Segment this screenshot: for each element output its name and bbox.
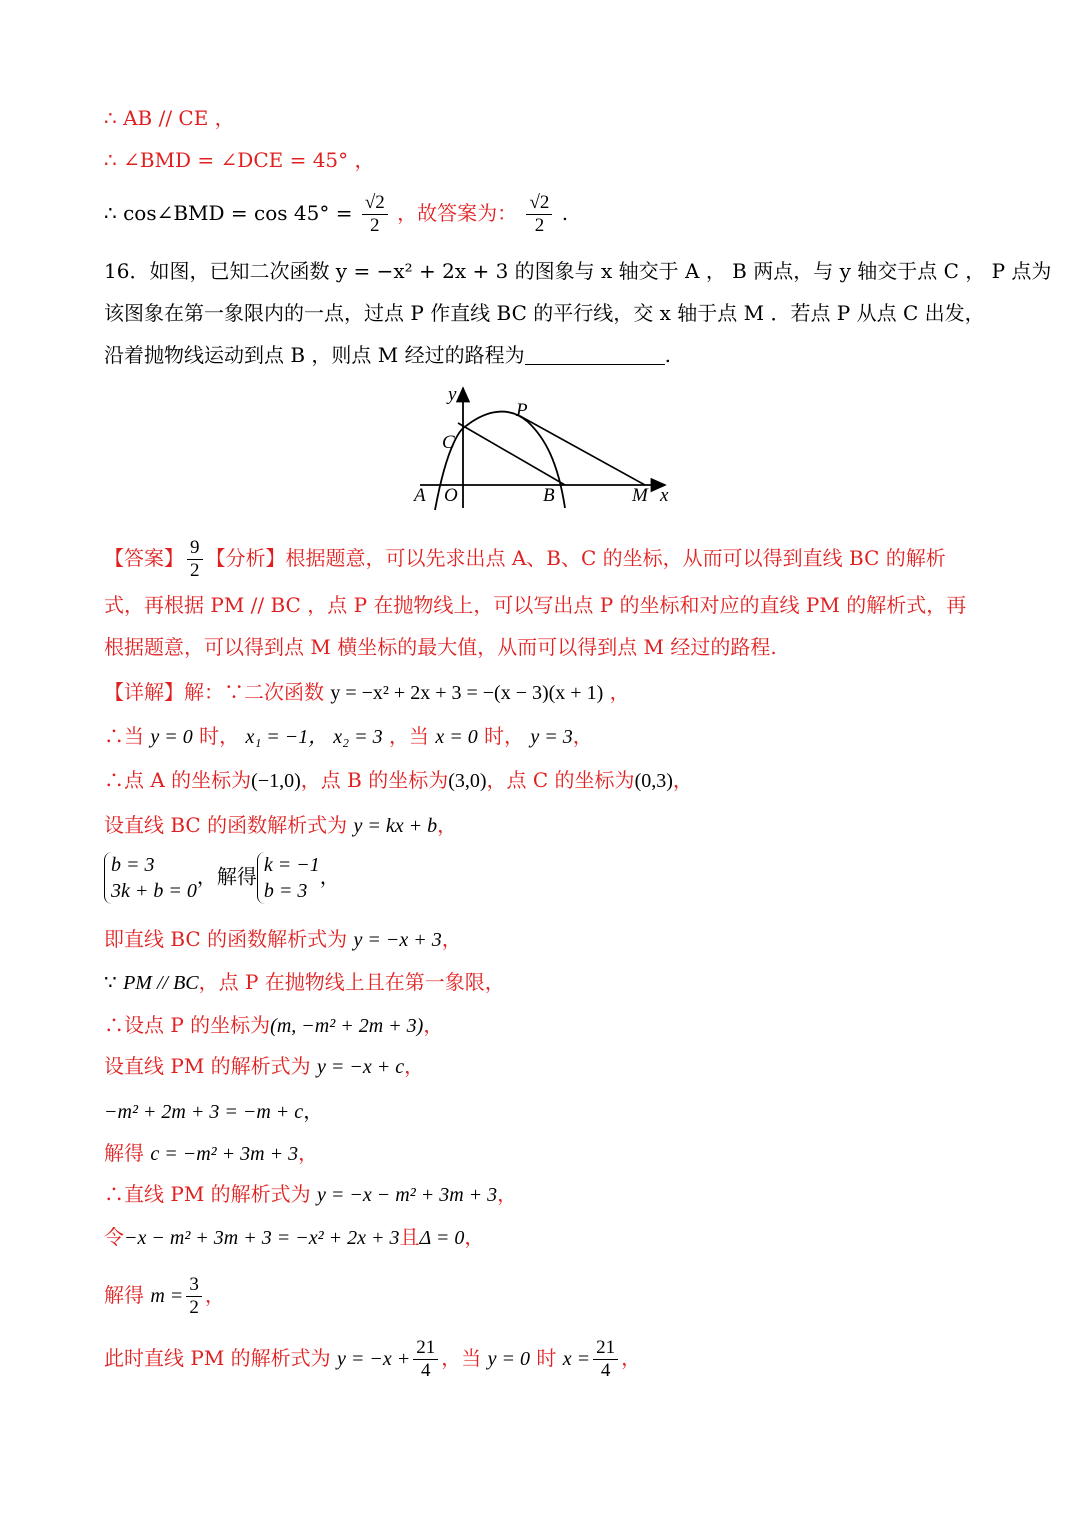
detail-line-1: 【详解】解：∵二次函数 y = −x² + 2x + 3 = −(x − 3)(x + 1) ， — [104, 680, 630, 704]
label-m: M — [632, 485, 648, 506]
prev-line-1: ∴ AB // CE ， — [104, 106, 235, 130]
detail-line-11: 解得 c = −m² + 3m + 3， — [104, 1141, 319, 1165]
detail-line-4: 设直线 BC 的函数解析式为 y = kx + b， — [104, 813, 458, 837]
label-p: P — [516, 400, 528, 421]
equation-system: b = 3 3k + b = 0 — [104, 852, 197, 904]
line-pm — [520, 416, 645, 485]
answer-line-2: 式，再根据 PM // BC ，点 P 在抛物线上，可以写出点 P 的坐标和对应的直线 PM 的解析式，再 — [104, 593, 967, 617]
detail-line-15: 此时直线 PM 的解析式为 y = −x + $\frac{21}{4}$ ，当 y = 0 时 x = $\frac{21}{4}$ ， — [104, 1337, 642, 1381]
detail-line-6: 即直线 BC 的函数解析式为 y = −x + 3， — [104, 927, 462, 951]
detail-line-2: ∴当 y = 0 时， x₁ = −1， x₂ = 3 ，当 x = 0 时， y = 3， — [104, 724, 593, 748]
parabola-figure — [400, 380, 690, 515]
answer-blank — [525, 342, 665, 365]
question-line-1: 16．如图，已知二次函数 y = −x² + 2x + 3 的图象与 x 轴交于 A ， B 两点，与 y 轴交于点 C ， P 点为 — [104, 259, 1052, 283]
fraction: $\frac{√2}{2}$ — [526, 192, 552, 237]
prev-line-3: ∴ cos∠BMD = cos 45° = $\frac{√2}{2}$ ，故答案为： $\frac{√2}{2}$ . — [104, 192, 569, 236]
detail-line-9: 设直线 PM 的解析式为 y = −x + c， — [104, 1054, 425, 1078]
fraction: $\frac{21}{4}$ — [593, 1337, 618, 1382]
detail-line-8: ∴设点 P 的坐标为(m, −m² + 2m + 3)， — [104, 1013, 444, 1037]
answer-line-1: 【答案】 $\frac{9}{2}$ 【分析】根据题意，可以先求出点 A、B、C 的坐标，从而可以得到直线 BC 的解析 — [104, 537, 946, 581]
label-a: A — [414, 485, 426, 506]
label-c: C — [442, 432, 455, 453]
label-b: B — [543, 485, 555, 506]
question-line-3: 沿着抛物线运动到点 B ，则点 M 经过的路程为 . — [104, 343, 671, 367]
question-line-2: 该图象在第一象限内的一点，过点 P 作直线 BC 的平行线，交 x 轴于点 M ．若点 P 从点 C 出发， — [104, 301, 985, 325]
detail-line-12: ∴直线 PM 的解析式为 y = −x − m² + 3m + 3， — [104, 1182, 518, 1206]
fraction: $\frac{3}{2}$ — [186, 1274, 202, 1319]
detail-line-14: 解得 m = $\frac{3}{2}$ ， — [104, 1274, 225, 1318]
solution-system: k = −1 b = 3 — [257, 852, 320, 904]
detail-line-10: −m² + 2m + 3 = −m + c， — [104, 1099, 324, 1123]
detail-line-13: 令−x − m² + 3m + 3 = −x² + 2x + 3且Δ = 0， — [104, 1225, 485, 1249]
fraction: $\frac{√2}{2}$ — [362, 192, 388, 237]
detail-line-5: b = 3 3k + b = 0 ，解得 k = −1 b = 3 ， — [104, 852, 976, 904]
answer-fraction: $\frac{9}{2}$ — [187, 537, 203, 582]
answer-line-3: 根据题意，可以得到点 M 横坐标的最大值，从而可以得到点 M 经过的路程. — [104, 635, 777, 659]
label-y: y — [448, 384, 457, 405]
detail-line-7: ∵ PM // BC，点 P 在抛物线上且在第一象限， — [104, 970, 505, 994]
prev-line-2: ∴ ∠BMD = ∠DCE = 45° ， — [104, 148, 375, 172]
detail-line-3: ∴点 A 的坐标为(−1,0)，点 B 的坐标为(3,0)，点 C 的坐标为(0,3)， — [104, 768, 693, 792]
label-o: O — [444, 485, 458, 506]
label-x: x — [660, 485, 669, 506]
fraction: $\frac{21}{4}$ — [413, 1337, 438, 1382]
